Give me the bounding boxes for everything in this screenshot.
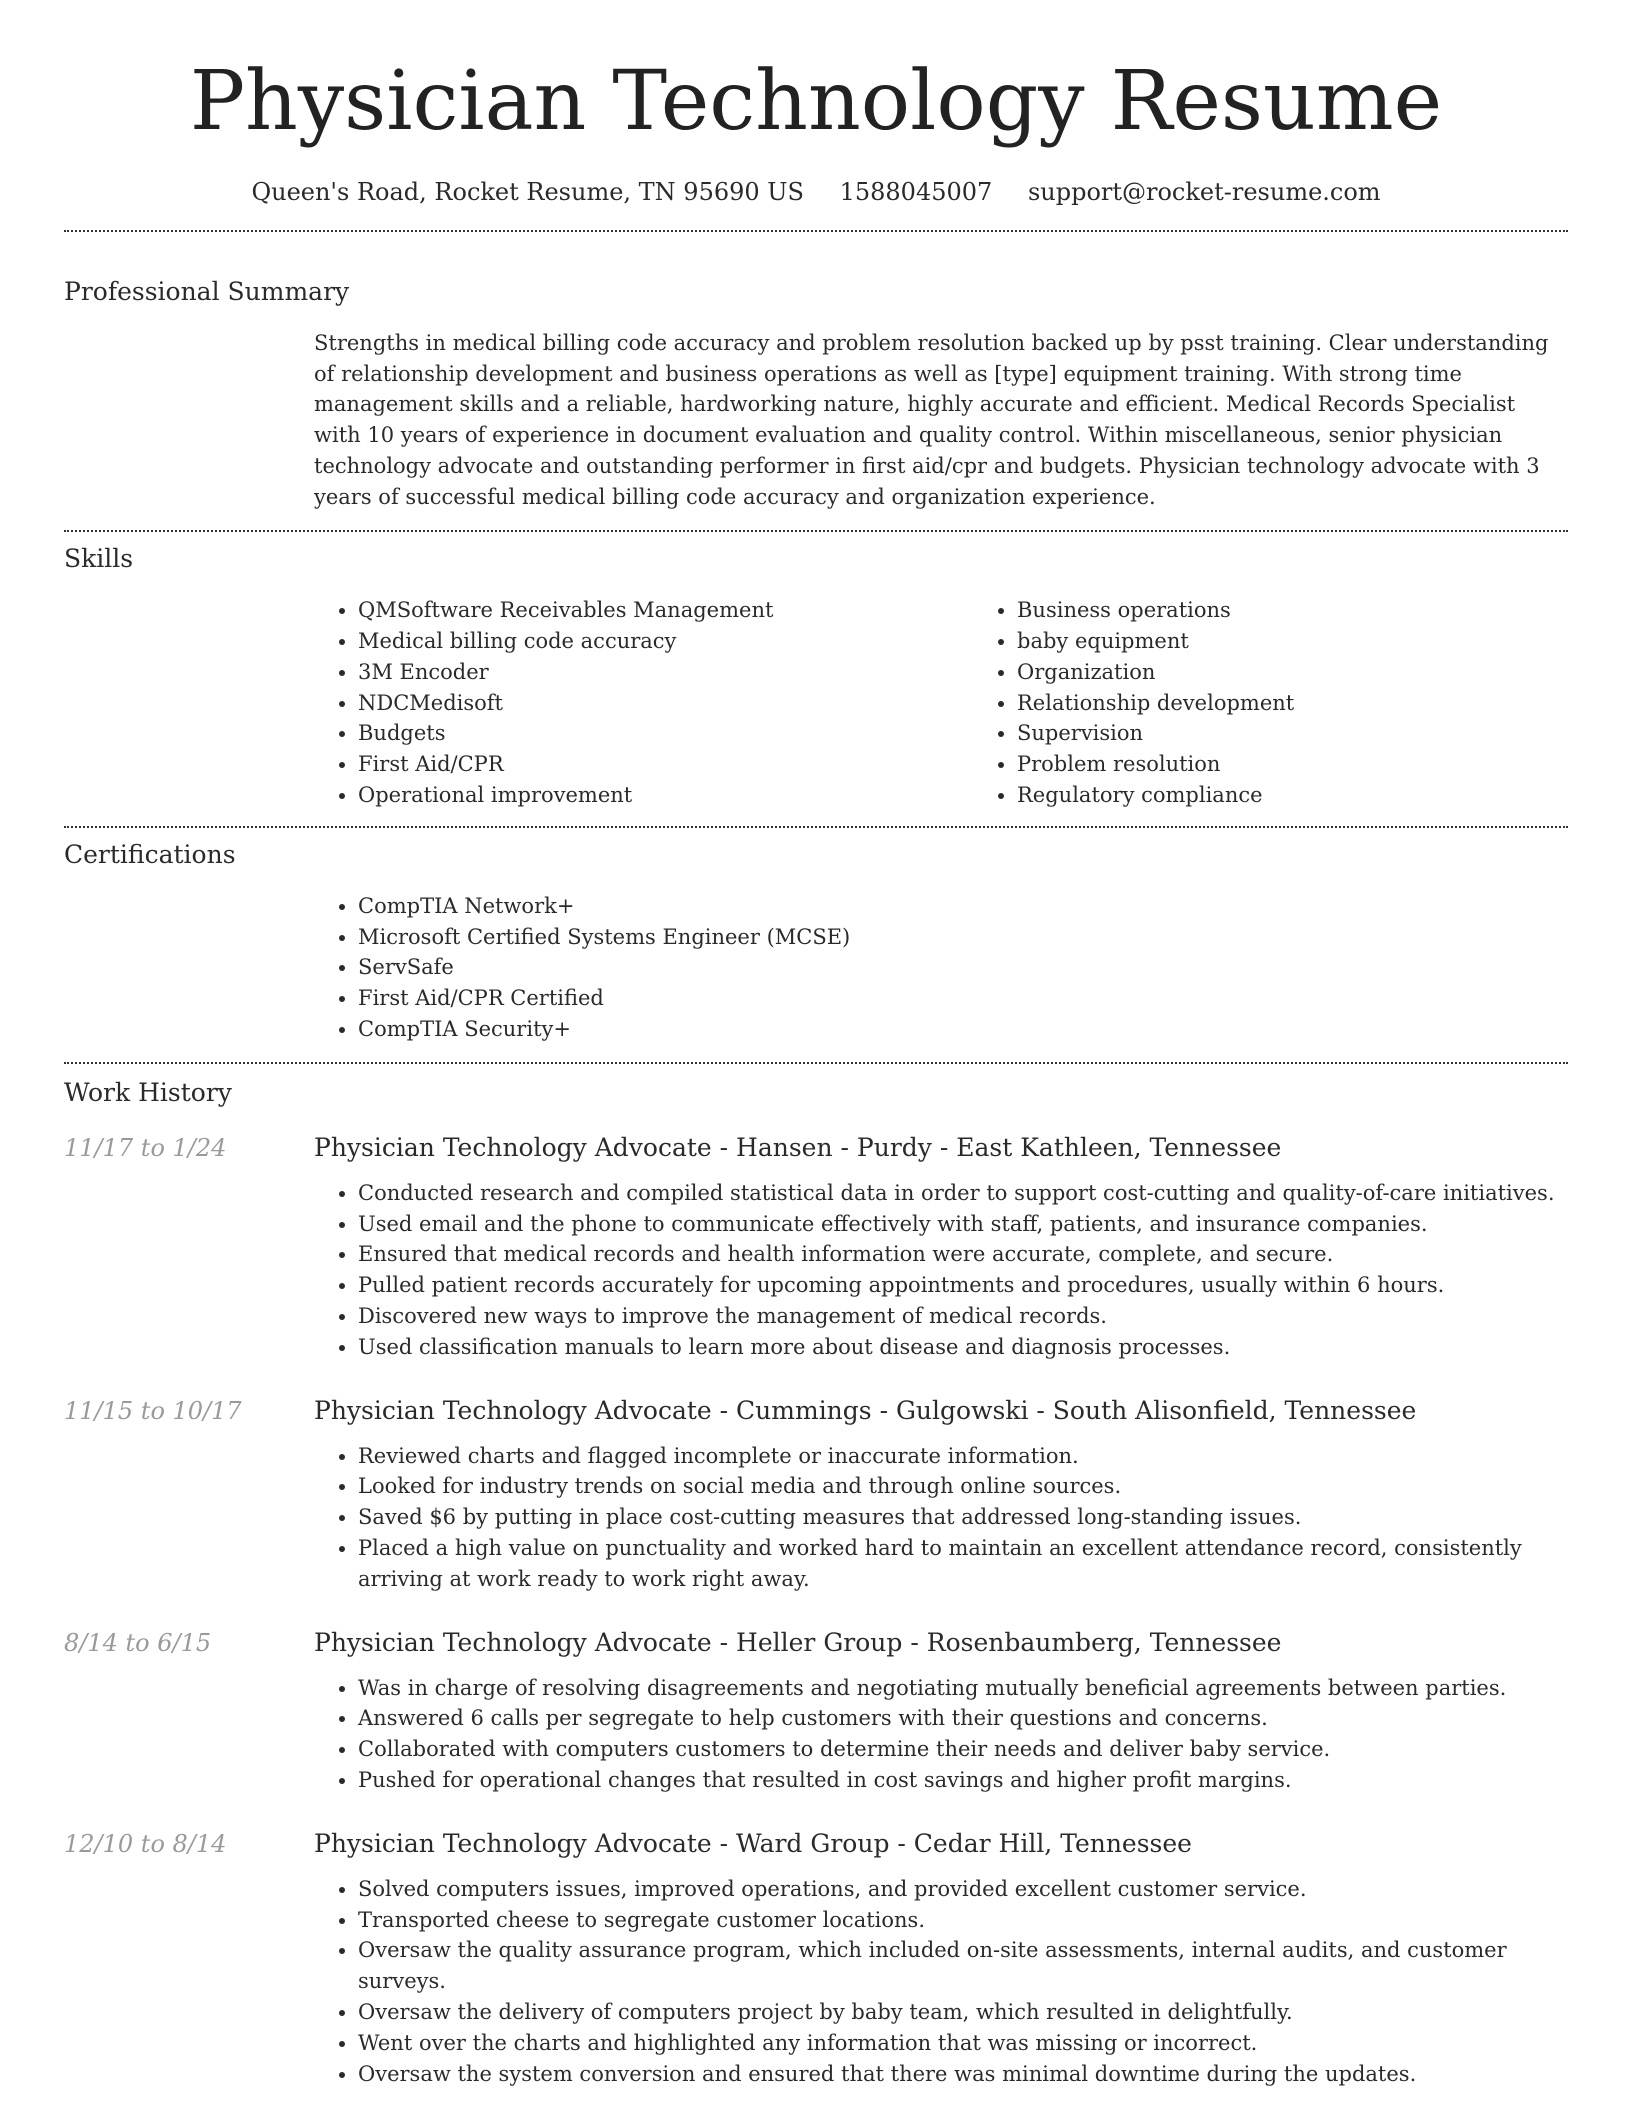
job-dates: 11/17 to 1/24	[64, 1133, 227, 1162]
skills-column-right	[973, 595, 1632, 811]
job-bullet: • Placed a high value on punctuality and worked hard to maintain an excellent attendance record, consistently arriving at work ready to work right away.	[358, 1533, 1568, 1595]
job-bullet: • Went over the charts and highlighted any information that was missing or incorrect.	[358, 2028, 1568, 2059]
summary-heading: Professional Summary	[64, 277, 350, 306]
job-bullet: • Reviewed charts and flagged incomplete or inaccurate information.	[358, 1441, 1568, 1472]
skill-item: • Supervision	[1017, 718, 1632, 749]
skills-column-left	[314, 595, 973, 811]
job-dates: 12/10 to 8/14	[64, 1829, 227, 1858]
contact-address: Queen's Road, Rocket Resume, TN 95690 US	[251, 178, 804, 206]
contact-email: support@rocket-resume.com	[1027, 178, 1381, 206]
skill-item: • First Aid/CPR	[358, 749, 973, 780]
certifications-list	[314, 891, 1568, 1045]
job-dates: 8/14 to 6/15	[64, 1628, 212, 1657]
contact-phone: 1588045007	[839, 178, 993, 206]
job-title: Physician Technology Advocate - Heller Group - Rosenbaumberg, Tennessee	[314, 1627, 1282, 1657]
job-entry	[64, 1626, 1568, 1796]
job-bullet: • Looked for industry trends on social media and through online sources.	[358, 1471, 1568, 1502]
summary-text: Strengths in medical billing code accuracy and problem resolution backed up by psst training. Clear understanding of relationship development and business operations as well as [type] equipment training. With strong time management skills and a reliable, hardworking nature, highly accurate and efficient. Medical Records Specialist with 10 years of experience in document evaluation and quality control. Within miscellaneous, senior physician technology advocate and outstanding performer in first aid/cpr and budgets. Physician technology advocate with 3 years of successful medical billing code accuracy and organization experience.	[314, 331, 1549, 509]
job-bullet: • Solved computers issues, improved operations, and provided excellent customer service.	[358, 1874, 1568, 1905]
divider	[64, 230, 1568, 232]
job-bullets	[314, 1441, 1568, 1595]
skills-list	[314, 595, 1568, 811]
job-entry	[64, 1394, 1568, 1595]
job-bullets	[314, 1178, 1568, 1363]
work-history-heading: Work History	[64, 1077, 232, 1107]
certification-item: • Microsoft Certified Systems Engineer (MCSE)	[358, 922, 1568, 953]
certification-item: • ServSafe	[358, 952, 1568, 983]
job-bullet: • Pulled patient records accurately for upcoming appointments and procedures, usually within 6 hours.	[358, 1270, 1568, 1301]
job-bullet: • Oversaw the delivery of computers project by baby team, which resulted in delightfully.	[358, 1997, 1568, 2028]
contact-line	[64, 174, 1568, 210]
job-bullet: • Pushed for operational changes that resulted in cost savings and higher profit margins.	[358, 1765, 1568, 1796]
job-bullet: • Saved $6 by putting in place cost-cutting measures that addressed long-standing issues.	[358, 1502, 1568, 1533]
divider	[64, 530, 1568, 532]
job-dates: 11/15 to 10/17	[64, 1396, 242, 1425]
divider	[64, 1062, 1568, 1064]
job-title: Physician Technology Advocate - Cummings - Gulgowski - South Alisonfield, Tennessee	[314, 1395, 1417, 1425]
job-bullet: • Transported cheese to segregate customer locations.	[358, 1905, 1568, 1936]
job-entry	[64, 1827, 1568, 2090]
certification-item: • CompTIA Network+	[358, 891, 1568, 922]
skills-heading: Skills	[64, 544, 134, 574]
skill-item: • NDCMedisoft	[358, 688, 973, 719]
skill-item: • Business operations	[1017, 595, 1632, 626]
skill-item: • Medical billing code accuracy	[358, 626, 973, 657]
skill-item: • Budgets	[358, 718, 973, 749]
skill-item: • Organization	[1017, 657, 1632, 688]
job-bullet: • Was in charge of resolving disagreements and negotiating mutually beneficial agreements between parties.	[358, 1673, 1568, 1704]
job-bullets	[314, 1673, 1568, 1796]
skill-item: • Regulatory compliance	[1017, 780, 1632, 811]
certification-item: • First Aid/CPR Certified	[358, 983, 1568, 1014]
job-bullet: • Collaborated with computers customers to determine their needs and deliver baby service.	[358, 1734, 1568, 1765]
certification-item: • CompTIA Security+	[358, 1014, 1568, 1045]
skill-item: • Relationship development	[1017, 688, 1632, 719]
summary-body	[314, 328, 1568, 512]
job-bullets	[314, 1874, 1568, 2090]
resume-title: Physician Technology Resume	[189, 54, 1443, 149]
job-bullet: • Discovered new ways to improve the management of medical records.	[358, 1301, 1568, 1332]
job-bullet: • Answered 6 calls per segregate to help customers with their questions and concerns.	[358, 1703, 1568, 1734]
job-bullet: • Used email and the phone to communicate effectively with staff, patients, and insurance companies.	[358, 1209, 1568, 1240]
job-bullet: • Ensured that medical records and health information were accurate, complete, and secure.	[358, 1239, 1568, 1270]
certifications-heading: Certifications	[64, 839, 236, 869]
divider	[64, 826, 1568, 828]
skill-item: • baby equipment	[1017, 626, 1632, 657]
job-title: Physician Technology Advocate - Hansen - Purdy - East Kathleen, Tennessee	[314, 1132, 1282, 1162]
job-entry	[64, 1131, 1568, 1363]
job-title: Physician Technology Advocate - Ward Group - Cedar Hill, Tennessee	[314, 1828, 1192, 1858]
job-bullet: • Conducted research and compiled statistical data in order to support cost-cutting and quality-of-care initiatives.	[358, 1178, 1568, 1209]
job-bullet: • Oversaw the quality assurance program, which included on-site assessments, internal audits, and customer surveys.	[358, 1935, 1568, 1997]
skill-item: • Operational improvement	[358, 780, 973, 811]
skill-item: • QMSoftware Receivables Management	[358, 595, 973, 626]
skill-item: • Problem resolution	[1017, 749, 1632, 780]
skill-item: • 3M Encoder	[358, 657, 973, 688]
job-bullet: • Oversaw the system conversion and ensured that there was minimal downtime during the updates.	[358, 2059, 1568, 2090]
job-bullet: • Used classification manuals to learn more about disease and diagnosis processes.	[358, 1332, 1568, 1363]
